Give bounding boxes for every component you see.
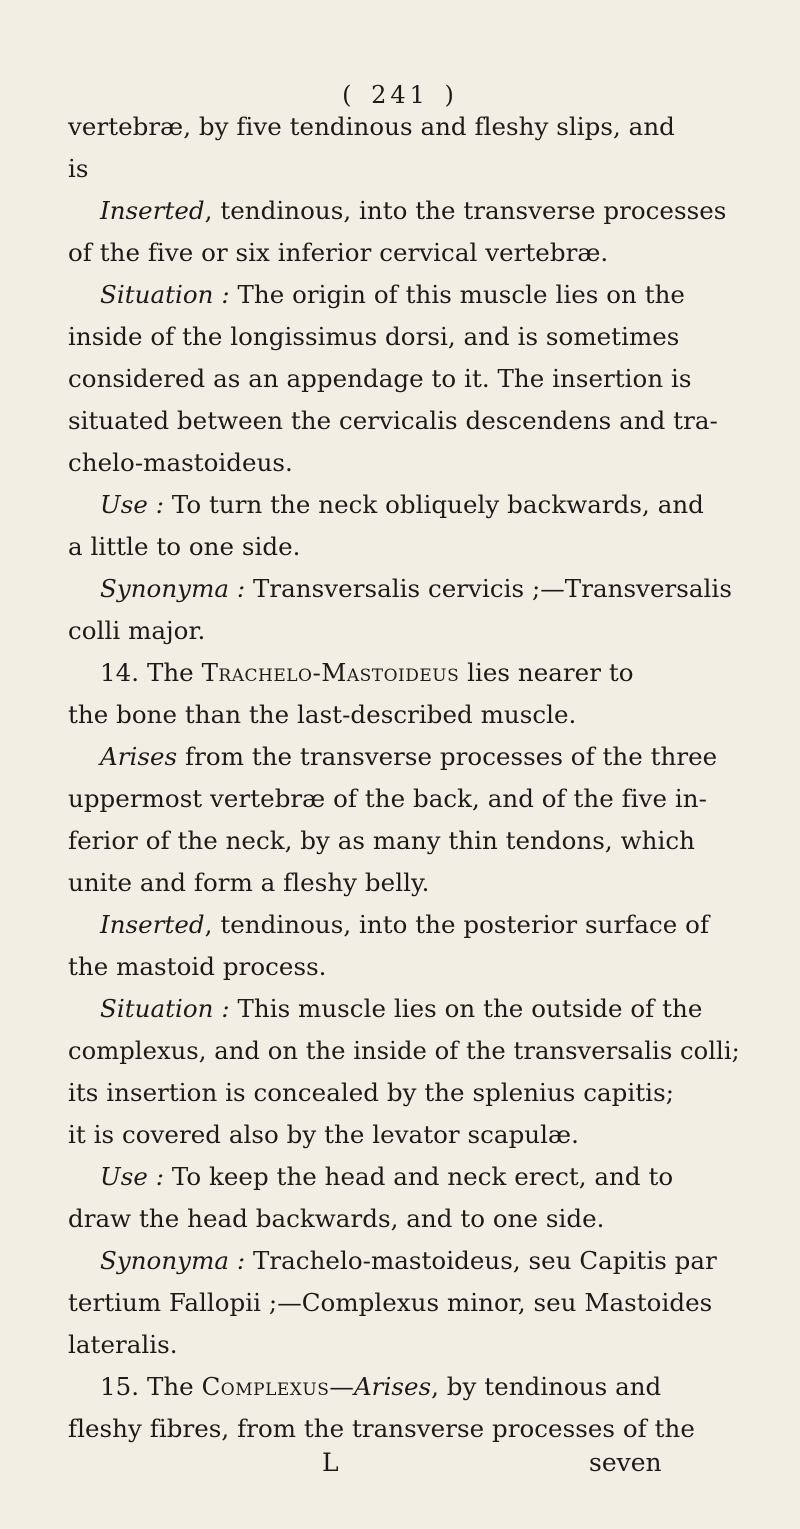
text-run: The origin of this muscle lies on the xyxy=(229,280,685,309)
text-line xyxy=(68,615,205,647)
text-line xyxy=(68,825,695,857)
text-run: Transversalis cervicis ;—Transversalis xyxy=(245,574,732,603)
text-run: ferior of the neck, by as many thin tendons, which xyxy=(68,826,695,855)
text-run: a little to one side. xyxy=(68,532,301,561)
text-line xyxy=(100,909,709,941)
text-run: its insertion is concealed by the splenius capitis; xyxy=(68,1078,674,1107)
italic-term: Situation : xyxy=(100,994,230,1023)
text-run: from the transverse processes of the three xyxy=(177,742,718,771)
text-line xyxy=(68,951,327,983)
text-run: 15. The xyxy=(100,1372,202,1401)
text-line xyxy=(68,447,293,479)
text-run: Trachelo-mastoideus, seu Capitis par xyxy=(245,1246,717,1275)
text-run: — xyxy=(329,1372,354,1401)
text-line xyxy=(68,405,718,437)
text-line xyxy=(100,993,702,1025)
page-header xyxy=(0,79,800,111)
text-line xyxy=(68,531,301,563)
text-line xyxy=(68,867,429,899)
text-run: unite and form a fleshy belly. xyxy=(68,868,430,897)
italic-term: Synonyma : xyxy=(100,574,246,603)
header-close-paren: ) xyxy=(444,81,458,109)
text-run: situated between the cervicalis descendens and tra- xyxy=(68,406,718,435)
italic-term: Arises xyxy=(353,1372,432,1401)
italic-term: Arises xyxy=(100,742,178,771)
text-run: To keep the head and neck erect, and to xyxy=(164,1162,674,1191)
italic-term: Use : xyxy=(100,490,165,519)
text-line xyxy=(100,657,634,689)
text-line xyxy=(100,1161,673,1193)
italic-term: Use : xyxy=(100,1162,165,1191)
text-line xyxy=(68,237,608,269)
italic-term: Situation : xyxy=(100,280,230,309)
text-run: draw the head backwards, and to one side. xyxy=(68,1204,605,1233)
text-run: the bone than the last-described muscle. xyxy=(68,700,577,729)
text-run: complexus, and on the inside of the transversalis colli; xyxy=(68,1036,740,1065)
catchword: seven xyxy=(589,1448,662,1477)
text-run: chelo-mastoideus. xyxy=(68,448,293,477)
text-run: , tendinous, into the posterior surface of xyxy=(204,910,710,939)
text-line xyxy=(100,573,732,605)
header-open-paren: ( xyxy=(342,81,356,109)
text-line xyxy=(68,1077,674,1109)
text-line xyxy=(68,699,576,731)
text-line xyxy=(100,1245,717,1277)
text-run: lies nearer to xyxy=(459,658,634,687)
italic-term: Inserted xyxy=(100,196,205,225)
text-run: colli major. xyxy=(68,616,206,645)
text-line xyxy=(100,279,685,311)
text-line xyxy=(68,783,707,815)
text-line xyxy=(68,1413,695,1445)
text-run: is xyxy=(68,154,89,183)
text-line xyxy=(68,153,89,185)
text-run: vertebræ, by five tendinous and fleshy slips, and xyxy=(68,112,675,141)
muscle-name: Complexus xyxy=(201,1372,330,1401)
text-line xyxy=(100,489,704,521)
text-run: This muscle lies on the outside of the xyxy=(229,994,703,1023)
text-line xyxy=(68,1287,712,1319)
text-line xyxy=(68,1329,178,1361)
text-run: considered as an appendage to it. The insertion is xyxy=(68,364,692,393)
text-line xyxy=(100,741,717,773)
signature-mark: L xyxy=(322,1448,339,1477)
text-line xyxy=(68,1203,605,1235)
text-run: 14. The xyxy=(100,658,202,687)
text-line xyxy=(68,1119,579,1151)
italic-term: Synonyma : xyxy=(100,1246,246,1275)
text-line xyxy=(68,321,679,353)
italic-term: Inserted xyxy=(100,910,205,939)
text-line xyxy=(68,1035,740,1067)
text-run: the mastoid process. xyxy=(68,952,327,981)
text-run: fleshy fibres, from the transverse processes of the xyxy=(68,1414,695,1443)
text-run: , tendinous, into the transverse processes xyxy=(204,196,727,225)
text-run: , by tendinous and xyxy=(431,1372,662,1401)
text-line xyxy=(100,195,726,227)
text-run: of the five or six inferior cervical vertebræ. xyxy=(68,238,609,267)
text-run: inside of the longissimus dorsi, and is sometimes xyxy=(68,322,680,351)
text-run: To turn the neck obliquely backwards, and xyxy=(164,490,704,519)
muscle-name: Trachelo-Mastoideus xyxy=(201,658,460,687)
text-line xyxy=(68,111,675,143)
text-run: lateralis. xyxy=(68,1330,178,1359)
text-run: it is covered also by the levator scapulæ. xyxy=(68,1120,579,1149)
page-number: 241 xyxy=(371,81,429,109)
text-run: uppermost vertebræ of the back, and of the five in- xyxy=(68,784,707,813)
text-line xyxy=(100,1371,661,1403)
text-line xyxy=(68,363,692,395)
text-run: tertium Fallopii ;—Complexus minor, seu Mastoides xyxy=(68,1288,713,1317)
